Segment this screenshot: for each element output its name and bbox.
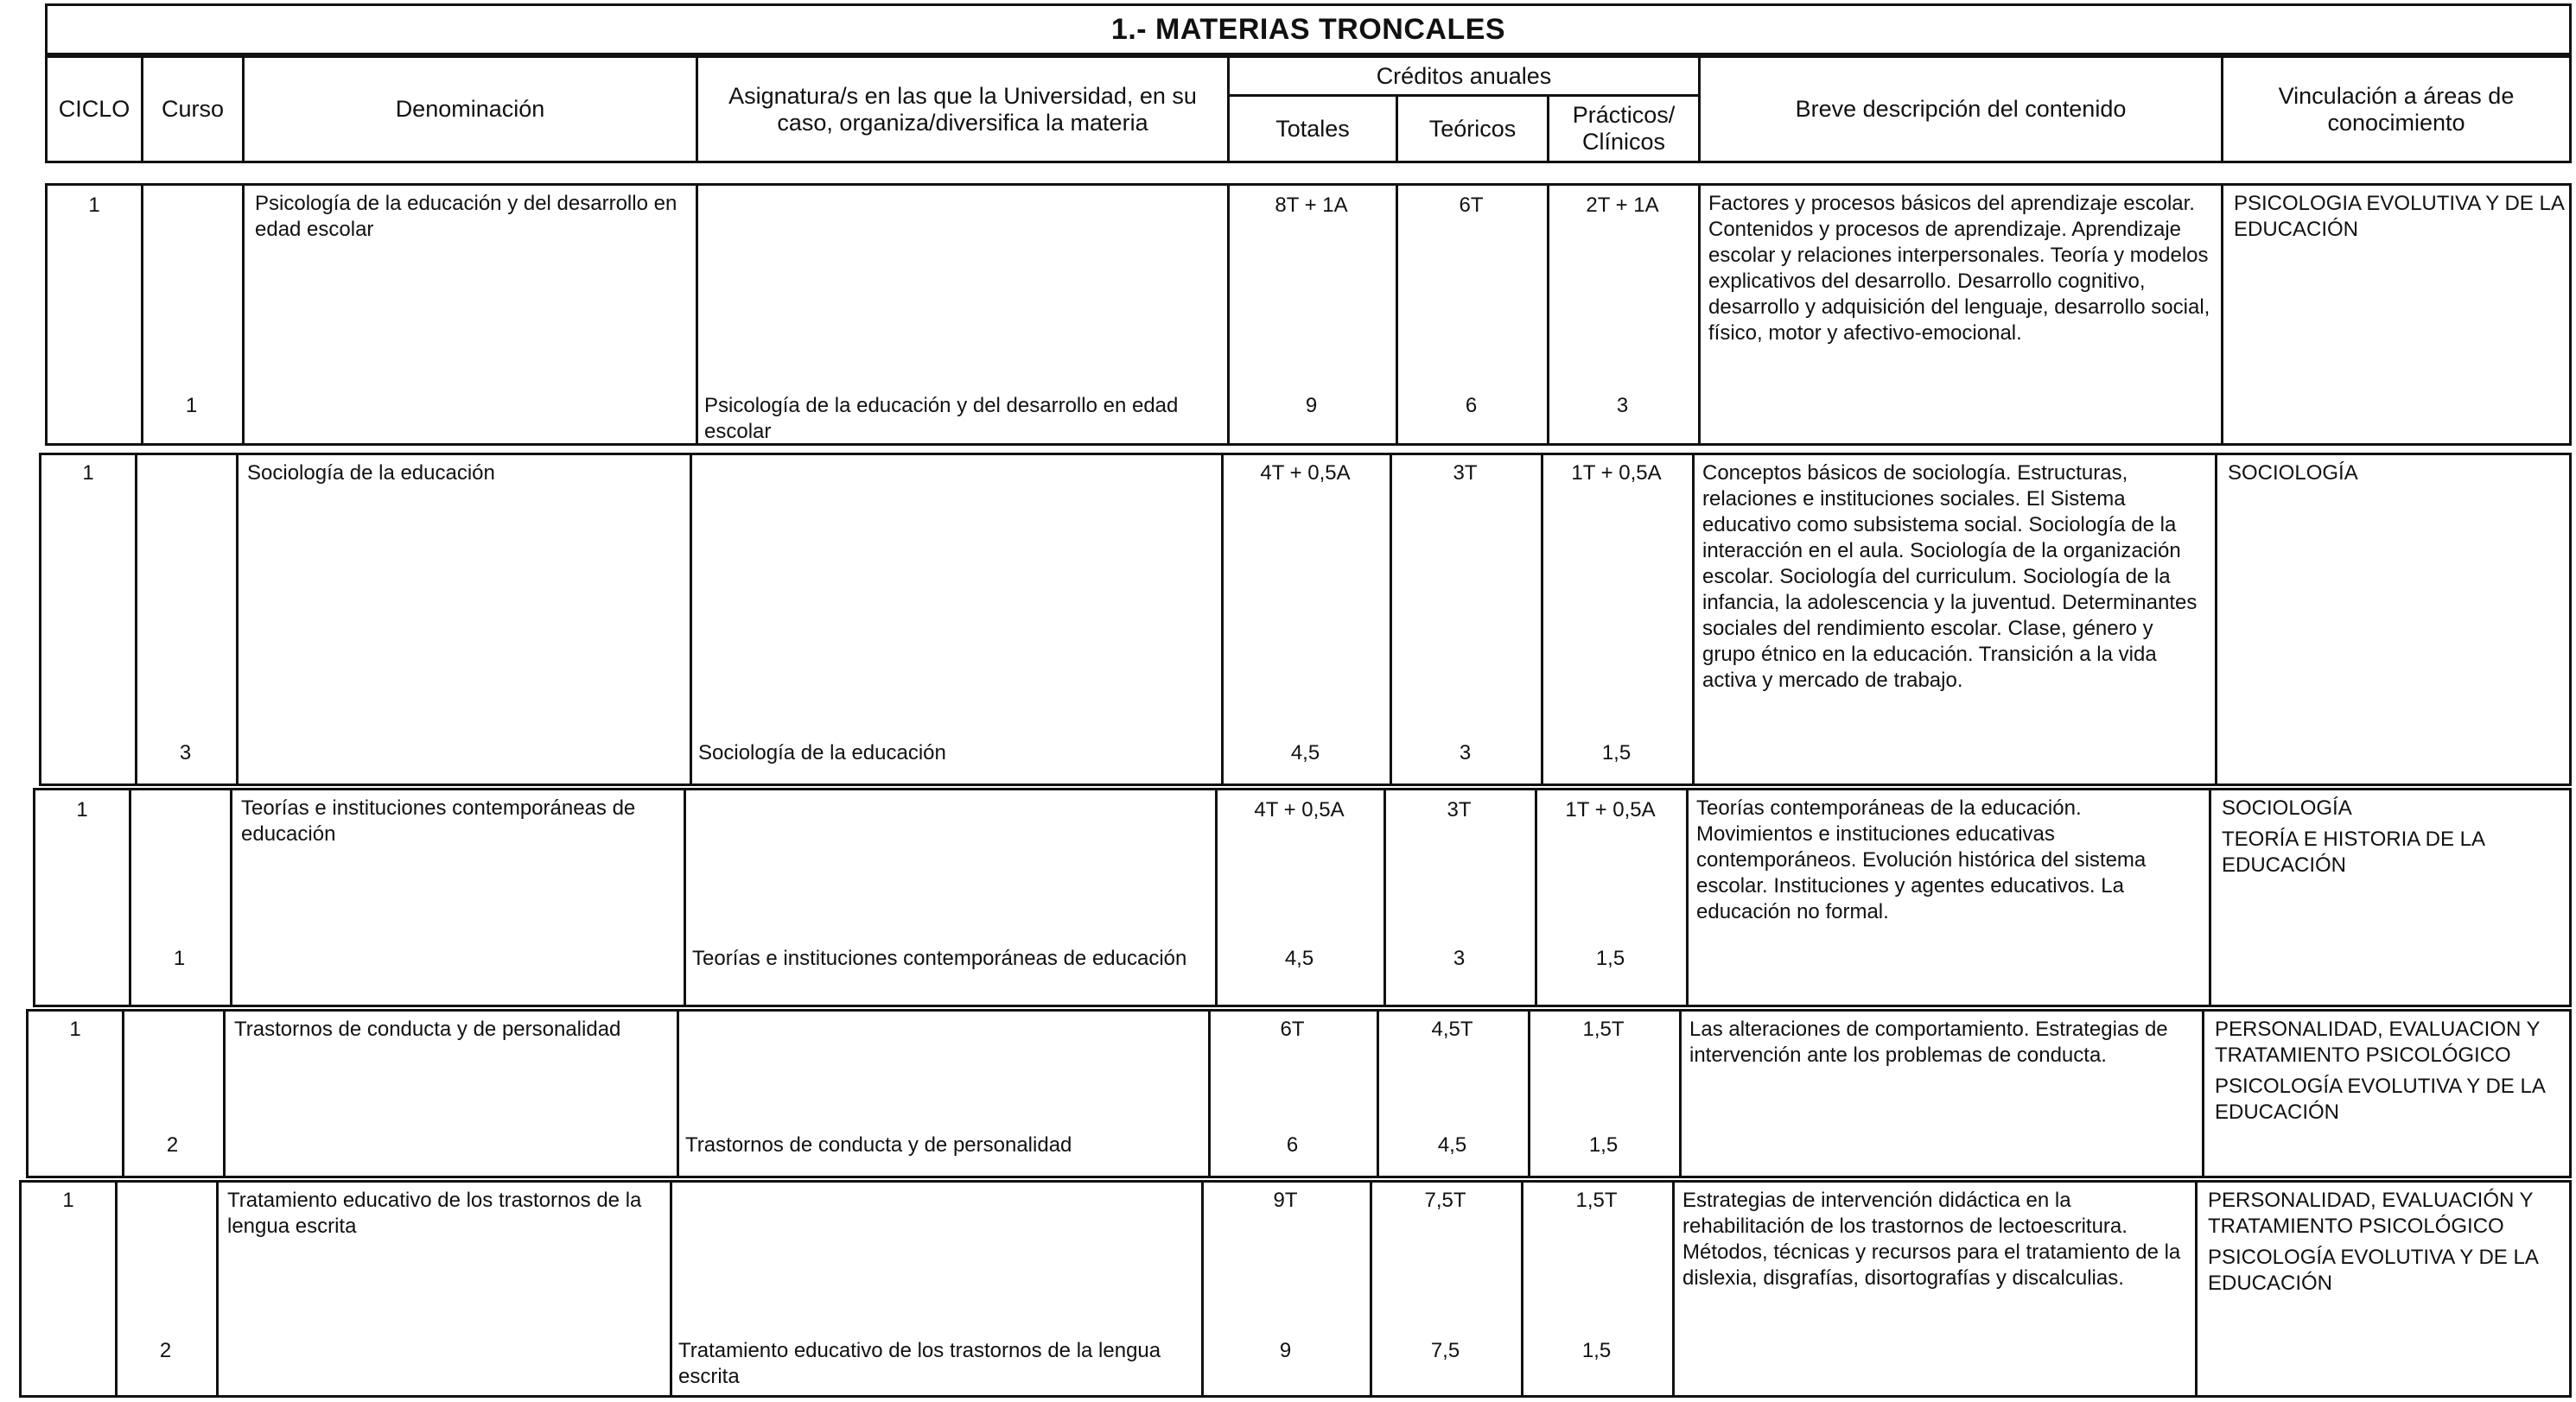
header-descripcion: Breve descripción del contenido	[1698, 55, 2223, 163]
creditos-teoricos: 7,5T	[1424, 1189, 1466, 1212]
table-row	[33, 788, 2572, 1007]
asignatura: Teorías e instituciones contemporáneas de educación	[692, 947, 1187, 970]
asignatura-teoricos: 3	[1453, 947, 1466, 970]
asignatura-totales: 4,5	[1284, 947, 1314, 970]
header-asignatura: Asignatura/s en las que la Universidad, en su caso, organiza/diversifica la materia	[696, 55, 1230, 163]
area-conocimiento: SOCIOLOGÍA	[2222, 796, 2352, 820]
creditos-teoricos: 6T	[1459, 193, 1484, 217]
asignatura-totales: 6	[1286, 1133, 1299, 1157]
header-teoricos: Teóricos	[1396, 94, 1549, 163]
descripcion: Estrategias de intervención didáctica en la rehabilitación de los trastornos de lectoescritura. Métodos, técnicas y recursos para el tratamiento de la dislexia, disgrafías, disortografías y discalculias.	[1682, 1189, 2181, 1290]
descripcion: Conceptos básicos de sociología. Estructuras, relaciones e instituciones sociales. El Sistema educativo como subsistema social. Sociología de la interacción en el aula. Sociología de la organización escolar. Sociología del curriculum. Sociología de la infancia, la adolescencia y la juventud. Determinantes sociales del rendimiento escolar. Clase, género y grupo étnico en la educación. Transición a la vida activa y mercado de trabajo.	[1702, 461, 2198, 692]
asignatura-totales: 9	[1305, 394, 1318, 417]
asignatura-teoricos: 6	[1465, 394, 1478, 417]
asignatura-practicos: 3	[1616, 394, 1629, 417]
ciclo-value: 1	[62, 1189, 74, 1212]
area-conocimiento: PSICOLOGÍA EVOLUTIVA Y DE LA EDUCACIÓN	[2208, 1246, 2538, 1295]
asignatura-practicos: 1,5	[1588, 1133, 1619, 1157]
denominacion: Teorías e instituciones contemporáneas de educación	[241, 796, 636, 846]
header-ciclo: CICLO	[45, 55, 143, 163]
area-conocimiento: PERSONALIDAD, EVALUACION Y TRATAMIENTO PSICOLÓGICO	[2215, 1018, 2541, 1067]
area-conocimiento: PSICOLOGIA EVOLUTIVA Y DE LA EDUCACIÓN	[2234, 192, 2564, 241]
denominacion: Psicología de la educación y del desarrollo en edad escolar	[255, 192, 677, 241]
descripcion: Las alteraciones de comportamiento. Estrategias de intervención ante los problemas de conducta.	[1689, 1018, 2168, 1067]
table-row	[39, 453, 2572, 786]
ciclo-value: 1	[82, 461, 94, 485]
table-row	[26, 1009, 2572, 1178]
asignatura-practicos: 1,5	[1595, 947, 1625, 970]
header-denominacion: Denominación	[242, 55, 698, 163]
asignatura: Trastornos de conducta y de personalidad	[685, 1133, 1072, 1157]
header-creditos-anuales: Créditos anuales	[1227, 55, 1701, 97]
curso-value: 2	[159, 1339, 172, 1362]
creditos-totales: 6T	[1280, 1018, 1305, 1041]
area-conocimiento: TEORÍA E HISTORIA DE LA EDUCACIÓN	[2222, 828, 2484, 877]
denominacion: Sociología de la educación	[247, 461, 495, 485]
header-curso: Curso	[141, 55, 245, 163]
creditos-totales: 9T	[1273, 1189, 1298, 1212]
asignatura: Psicología de la educación y del desarrollo en edad escolar	[704, 394, 1179, 443]
asignatura-practicos: 1,5	[1581, 1339, 1612, 1362]
header-totales: Totales	[1227, 94, 1398, 163]
curso-value: 3	[179, 741, 192, 764]
creditos-teoricos: 3T	[1453, 461, 1478, 485]
ciclo-value: 1	[76, 798, 88, 822]
creditos-practicos: 1,5T	[1582, 1018, 1625, 1041]
creditos-practicos: 1T + 0,5A	[1571, 461, 1662, 485]
ciclo-value: 1	[69, 1018, 81, 1041]
creditos-practicos: 2T + 1A	[1586, 193, 1659, 217]
creditos-teoricos: 4,5T	[1431, 1018, 1473, 1041]
descripcion: Factores y procesos básicos del aprendizaje escolar. Contenidos y procesos de aprendizaje. Aprendizaje escolar y relaciones interpersonales. Teoría y modelos explicativos del desarrollo. Desarrollo cognitivo, desarrollo y adquisición del lenguaje, desarrollo social, físico, motor y afectivo-emocional.	[1708, 192, 2210, 345]
creditos-totales: 4T + 0,5A	[1260, 461, 1351, 485]
creditos-practicos: 1T + 0,5A	[1565, 798, 1656, 822]
descripcion: Teorías contemporáneas de la educación. Movimientos e instituciones educativas contemporáneos. Evolución histórica del sistema escolar. Instituciones y agentes educativos. La educación no formal.	[1696, 796, 2147, 923]
denominacion: Tratamiento educativo de los trastornos de la lengua escrita	[227, 1189, 642, 1238]
asignatura: Sociología de la educación	[698, 741, 946, 764]
table-row	[45, 183, 2572, 446]
creditos-teoricos: 3T	[1447, 798, 1472, 822]
area-conocimiento: PSICOLOGÍA EVOLUTIVA Y DE LA EDUCACIÓN	[2215, 1075, 2545, 1124]
creditos-practicos: 1,5T	[1575, 1189, 1618, 1212]
asignatura-teoricos: 7,5	[1430, 1339, 1460, 1362]
table-row	[19, 1180, 2572, 1398]
area-conocimiento: SOCIOLOGÍA	[2228, 461, 2358, 485]
denominacion: Trastornos de conducta y de personalidad	[234, 1018, 621, 1041]
table-title: 1.- MATERIAS TRONCALES	[45, 3, 2572, 55]
table-header	[45, 55, 2572, 163]
area-conocimiento: PERSONALIDAD, EVALUACIÓN Y TRATAMIENTO PSICOLÓGICO	[2208, 1189, 2534, 1238]
asignatura-totales: 9	[1279, 1339, 1292, 1362]
asignatura-teoricos: 4,5	[1437, 1133, 1467, 1157]
creditos-totales: 4T + 0,5A	[1254, 798, 1345, 822]
ciclo-value: 1	[88, 193, 100, 217]
curso-value: 1	[173, 947, 186, 970]
asignatura: Tratamiento educativo de los trastornos de la lengua escrita	[678, 1339, 1161, 1388]
curso-value: 2	[166, 1133, 179, 1157]
asignatura-totales: 4,5	[1290, 741, 1320, 764]
asignatura-teoricos: 3	[1459, 741, 1472, 764]
curso-value: 1	[185, 394, 198, 417]
asignatura-practicos: 1,5	[1601, 741, 1631, 764]
header-vinculacion: Vinculación a áreas de conocimiento	[2221, 55, 2572, 163]
header-practicos: Prácticos/ Clínicos	[1547, 94, 1701, 163]
creditos-totales: 8T + 1A	[1275, 193, 1348, 217]
